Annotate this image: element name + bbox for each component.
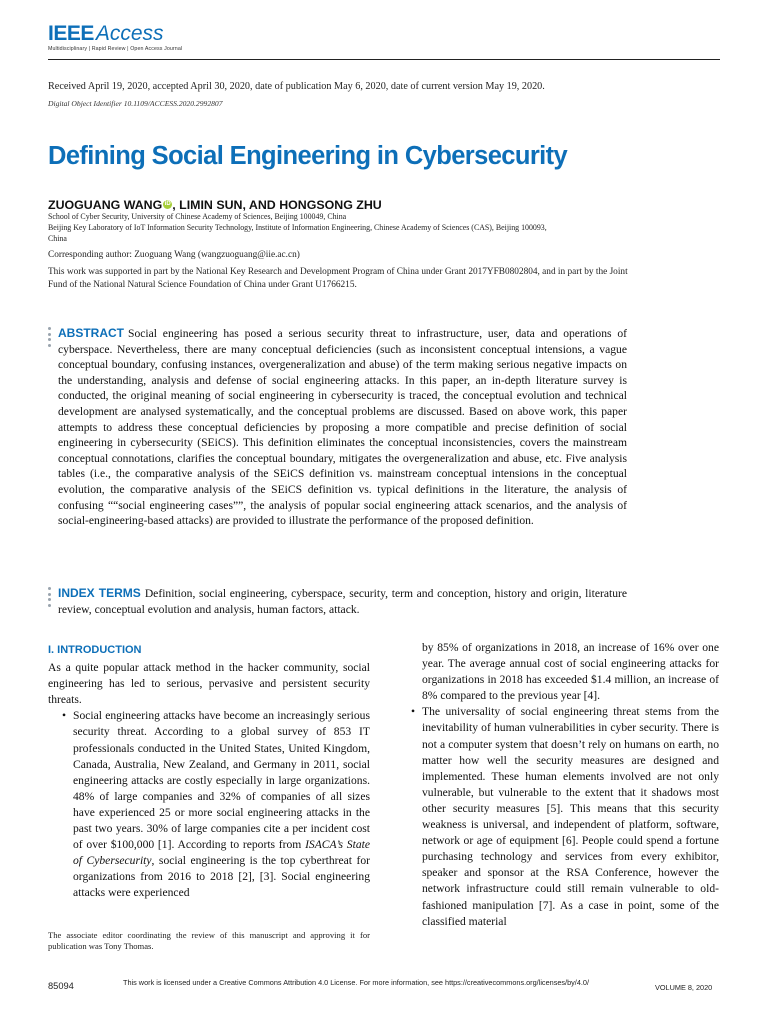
affiliation-1: School of Cyber Security, University of Chinese Academy of Sciences, Beijing 100049, China xyxy=(48,212,347,221)
index-terms-text: Definition, social engineering, cyberspace, security, term and conception, history and origin, literature review, conceptual evolution and analysis, human factors, attack. xyxy=(58,587,627,616)
bullet-text: The universality of social engineering threat stems from the inevitability of human vulnerabilities in cyber security. There is not a computer system that doesn’t rely on humans on earth, no matter how well the security measures are designed and implemented. These human elements involved are not only vulnerable, but vulnerable to the extent that it shadows most other security measures [5]. This means that this security weakness is universal, and independent of platform, software, network or age of equipment [6]. People could spend a fortune purchasing technology and services from every exhibitor, speaker and sponsor at the RSA Conference, however the network infrastructure could still remain vulnerable to old-fashioned manipulation [7]. As a case in point, some of the classified material xyxy=(422,705,719,928)
other-authors: , LIMIN SUN, AND HONGSONG ZHU xyxy=(172,198,382,212)
bullet-icon: • xyxy=(62,709,67,723)
author-list xyxy=(48,198,382,212)
bullet-text-a: Social engineering attacks have become an increasingly serious security threat. According to a global survey of 853 IT professionals conducted in the United States, United Kingdom, Canada, Australia, New Zealand, and Germany in 2011, social engineering attacks are costly especially in large organizations. 48% of large companies and 32% of companies of all sizes have experienced 25 or more social engineering attacks in the past two years. 30% of large companies cite a per incident cost of over $100,000 [1]. According to reports from xyxy=(73,709,370,852)
license-note[interactable]: This work is licensed under a Creative Commons Attribution 4.0 License. For more information, see https://creativecommons.org/licenses/by/4.0/ xyxy=(123,978,589,987)
continued-text: by 85% of organizations in 2018, an increase of 16% over one year. The average annual cost of social engineering attacks for organizations in 2018 has exceeded $1.4 million, an increase of 8% compared to the previous year [4]. xyxy=(422,641,719,703)
received-dates: Received April 19, 2020, accepted April 30, 2020, date of publication May 6, 2020, date of current version May 19, 2020. xyxy=(48,81,545,92)
orcid-icon[interactable]: iD xyxy=(164,201,171,207)
journal-logo xyxy=(48,22,164,46)
logo-ieee-text: IEEE xyxy=(48,22,94,45)
doi-line: Digital Object Identifier 10.1109/ACCESS.2020.2992807 xyxy=(48,99,223,108)
header-divider xyxy=(48,59,720,60)
affiliations xyxy=(48,211,720,244)
bullet-icon: • xyxy=(411,705,416,719)
abstract-marker-icon xyxy=(48,327,52,349)
right-column xyxy=(397,640,719,930)
volume-label: VOLUME 8, 2020 xyxy=(655,983,713,992)
intro-paragraph: As a quite popular attack method in the hacker community, social engineering has led to serious, pervasive and persistent security threats. xyxy=(48,661,370,707)
corresponding-author: Corresponding author: Zuoguang Wang (wangzuoguang@iie.ac.cn) xyxy=(48,250,300,260)
affiliation-2-cont: China xyxy=(48,234,67,243)
page-number: 85094 xyxy=(48,981,74,991)
bullet-text-b: , social engineering is the top cyberthreat for organizations from 2016 to 2018 [2], [3]. Social engineering attacks were experienced xyxy=(73,854,370,900)
left-column xyxy=(48,642,370,902)
affiliation-2: Beijing Key Laboratory of IoT Information Security Technology, Institute of Information Engineering, Chinese Academy of Sciences (CAS), Beijing 100093, xyxy=(48,223,547,232)
index-terms-label: INDEX TERMS xyxy=(58,586,141,600)
paper-title: Defining Social Engineering in Cybersecurity xyxy=(48,142,568,170)
list-item-continued xyxy=(397,640,719,704)
index-terms xyxy=(58,586,627,617)
abstract xyxy=(58,326,627,529)
list-item xyxy=(397,704,719,929)
first-author: ZUOGUANG WANG xyxy=(48,198,163,212)
logo-access-text: Access xyxy=(95,22,164,45)
logo-tagline: Multidisciplinary | Rapid Review | Open Access Journal xyxy=(48,46,183,52)
funding-note: This work was supported in part by the National Key Research and Development Program of China under Grant 2017YFB0802804, and in part by the Joint Fund of the National Natural Science Foundation of China under Grant U1766215. xyxy=(48,267,628,290)
index-terms-marker-icon xyxy=(48,587,52,609)
section-heading: I. INTRODUCTION xyxy=(48,644,142,656)
list-item xyxy=(48,708,370,901)
bullet-text-italic: ISACA’s State of Cybersecurity xyxy=(73,838,370,868)
abstract-label: ABSTRACT xyxy=(58,326,124,340)
abstract-text: Social engineering has posed a serious security threat to infrastructure, user, data and operations of cyberspace. Nevertheless, there are many conceptual deficiencies (such as inconsistent conceptual intensions, a vague conceptual boundary, confusing instances, overgeneralization and abuse) of the term making serious negative impacts on the understanding, analysis and defense of social engineering attacks. In this paper, an in-depth literature survey is conducted, the original meaning of social engineering in cybersecurity is traced, the conceptual evolution and technical development are analysed systematically, and the conceptual problems are discussed. Based on above work, this paper attempts to address these conceptual deficiencies by proposing a more compatible and precise definition of social engineering in cybersecurity (SEiCS). This definition eliminates the conceptual inconsistencies, covers the mainstream conceptual connotations, clarifies the conceptual boundary, mitigates the overgeneralization and abuse, etc. Five analysis tables (i.e., the comparative analysis of the SEiCS definition vs. mainstream conceptual intensions in the conceptual evolution, the comparative analysis of the SEiCS definition vs. typical definitions in the literature, the analysis of confusing ““social engineering cases””, the analysis of popular social engineering attack scenarios, and the analysis of social-engineering-based attacks) are provided to illustrate the performance of the proposed definition. xyxy=(58,327,627,528)
editor-footnote: The associate editor coordinating the review of this manuscript and approving it for publication was Tony Thomas. xyxy=(48,930,370,951)
